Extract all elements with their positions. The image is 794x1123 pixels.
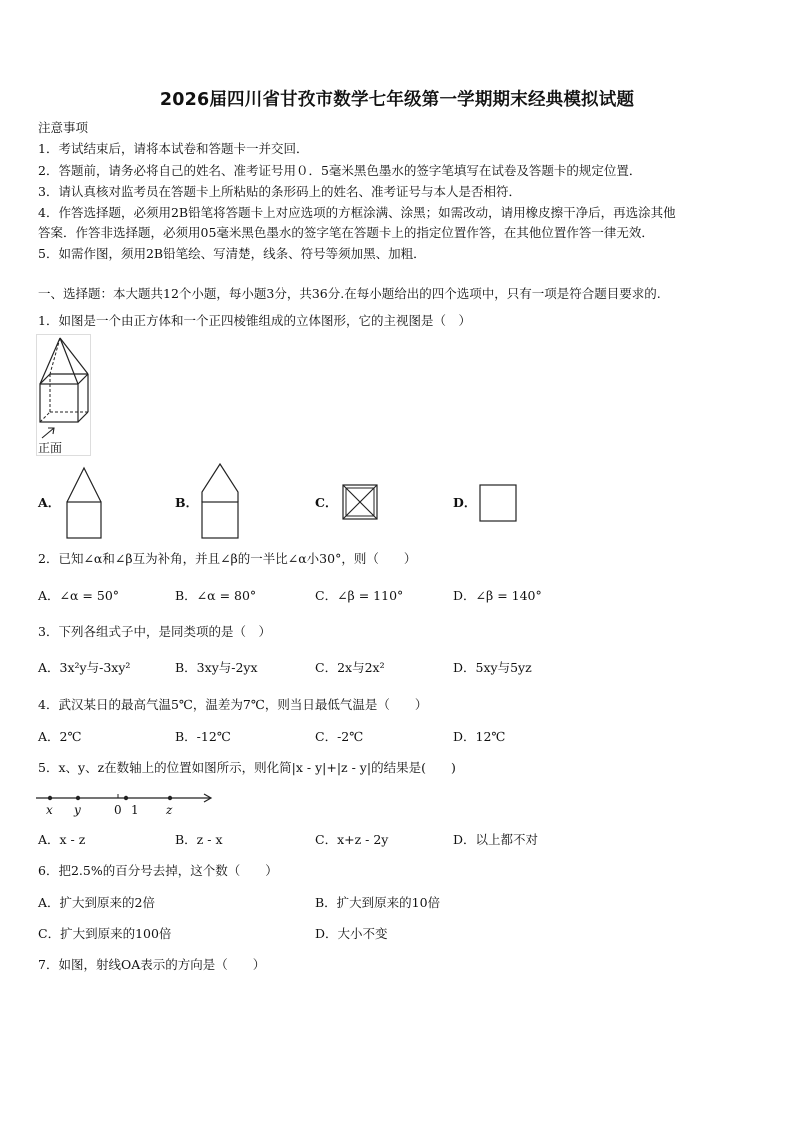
- q3-option-b: B．3xy与-2yx: [175, 660, 258, 675]
- q6-option-c: C．扩大到原来的100倍: [38, 926, 172, 941]
- q1-front-label: 正面: [38, 441, 63, 455]
- q1-option-a: A．: [38, 495, 61, 510]
- question-2-stem: 2．已知∠α和∠β互为补角，并且∠β的一半比∠α小30°，则（ ）: [38, 551, 417, 566]
- q6-option-d: D．大小不变: [315, 926, 388, 941]
- q1-option-d: D．: [453, 495, 477, 510]
- q3-option-c: C．2x与2x²: [315, 660, 385, 675]
- notice-item: 1．考试结束后，请将本试卷和答题卡一并交回．: [38, 141, 309, 156]
- question-3-stem: 3．下列各组式子中，是同类项的是（ ）: [38, 624, 271, 639]
- notice-item: 2．答题前，请务必将自己的姓名、准考证号用０．5毫米黑色墨水的签字笔填写在试卷及答题卡的规定位置．: [38, 163, 642, 178]
- q6-option-a: A．扩大到原来的2倍: [38, 895, 155, 910]
- question-5-stem: 5．x、y、z在数轴上的位置如图所示，则化简|x - y|+|z - y|的结果是( ): [38, 760, 456, 775]
- question-1-stem: 1．如图是一个由正方体和一个正四棱锥组成的立体图形，它的主视图是（ ）: [38, 313, 471, 328]
- axis-label-y: y: [74, 803, 81, 817]
- page-title: 2026届四川省甘孜市数学七年级第一学期期末经典模拟试题: [159, 90, 635, 110]
- question-4-stem: 4．武汉某日的最高气温5℃，温差为7℃，则当日最低气温是（ ）: [38, 697, 428, 712]
- q1-solid-figure: [36, 334, 92, 456]
- q4-option-c: C．-2℃: [315, 729, 364, 744]
- q6-option-b: B．扩大到原来的10倍: [315, 895, 441, 910]
- axis-label-x: x: [46, 803, 53, 817]
- question-6-stem: 6．把2.5%的百分号去掉，这个数（ ）: [38, 863, 278, 878]
- q5-option-b: B．z - x: [175, 832, 223, 847]
- notice-item: 5．如需作图，须用2B铅笔绘、写清楚，线条、符号等须加黑、加粗．: [38, 246, 426, 261]
- q5-option-c: C．x+z - 2y: [315, 832, 389, 847]
- axis-label-one: 1: [131, 803, 139, 817]
- notice-item: 3．请认真核对监考员在答题卡上所粘贴的条形码上的姓名、准考证号与本人是否相符．: [38, 184, 521, 199]
- q1-option-b: B．: [175, 495, 199, 510]
- q3-option-d: D．5xy与5yz: [453, 660, 532, 675]
- q5-option-d: D．以上都不对: [453, 832, 539, 847]
- q3-option-a: A．3x²y与-3xy²: [38, 660, 131, 675]
- q4-option-b: B．-12℃: [175, 729, 231, 744]
- q2-option-a: A．∠α = 50°: [38, 588, 120, 603]
- section-heading: 一、选择题：本大题共12个小题，每小题3分，共36分.在每小题给出的四个选项中，只有一项是符合题目要求的.: [38, 286, 661, 301]
- q1-option-c-figure: [341, 483, 379, 521]
- axis-label-z: z: [166, 803, 173, 817]
- q2-option-d: D．∠β = 140°: [453, 588, 542, 603]
- q1-option-b-figure: [199, 462, 241, 540]
- q5-number-line: [36, 790, 216, 818]
- notice-item: 4．作答选择题，必须用2B铅笔将答题卡上对应选项的方框涂满、涂黑；如需改动，请用橡皮擦干净后，再选涂其他: [38, 205, 676, 220]
- q2-option-c: C．∠β = 110°: [315, 588, 404, 603]
- q1-option-d-figure: [478, 483, 518, 523]
- notice-item: 答案．作答非选择题，必须用05毫米黑色墨水的签字笔在答题卡上的指定位置作答，在其他位置作答一律无效．: [38, 225, 654, 240]
- notice-heading: 注意事项: [38, 120, 89, 135]
- q4-option-d: D．12℃: [453, 729, 506, 744]
- question-7-stem: 7．如图，射线OA表示的方向是（ ）: [38, 957, 266, 972]
- q1-option-a-figure: [64, 466, 104, 540]
- q2-option-b: B．∠α = 80°: [175, 588, 257, 603]
- q1-option-c: C．: [315, 495, 338, 510]
- axis-label-zero: 0: [114, 803, 122, 817]
- q5-option-a: A．x - z: [38, 832, 86, 847]
- q4-option-a: A．2℃: [38, 729, 82, 744]
